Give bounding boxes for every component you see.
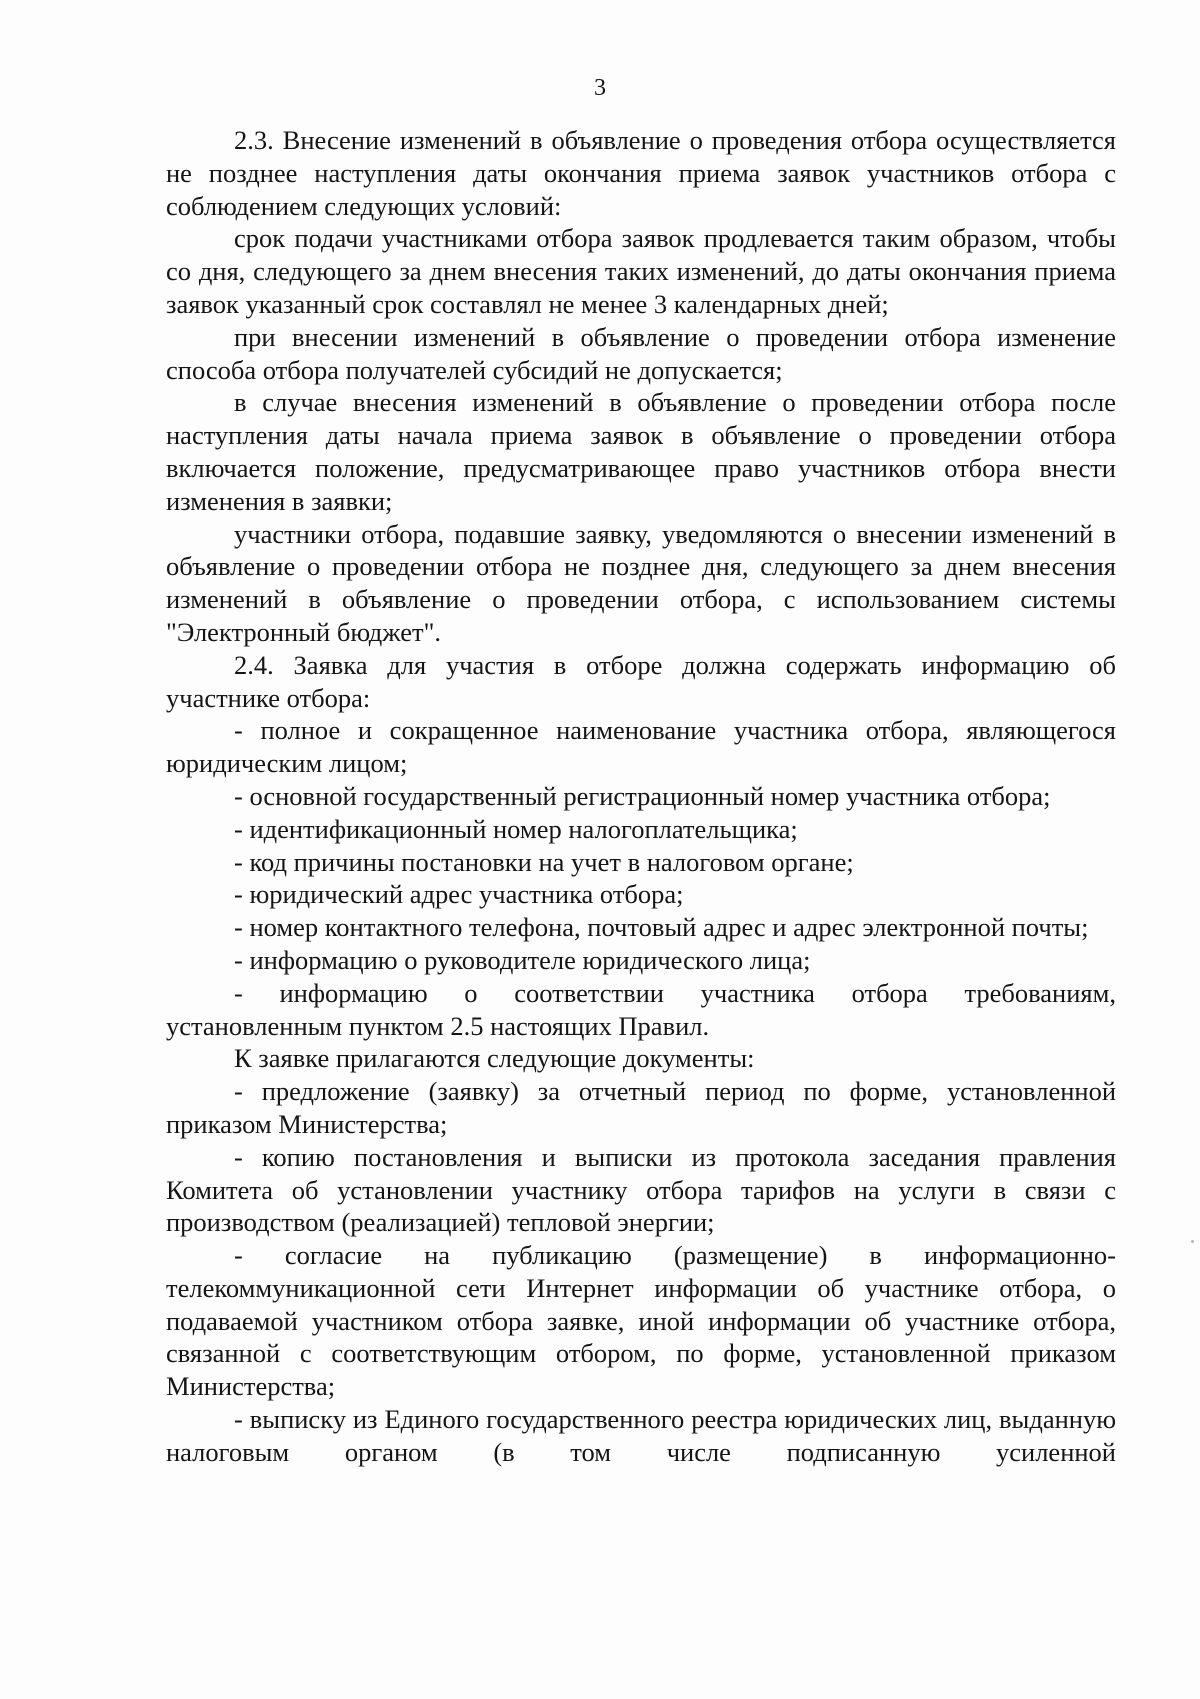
list-item-kpp: - код причины постановки на учет в налоговом органе;: [234, 846, 854, 877]
condition-selection-method: при внесении изменений в объявление о проведении отбора изменение способа отбора получателей субсидий не допускается;: [166, 321, 1116, 385]
paragraph-2-4: 2.4. Заявка для участия в отборе должна содержать информацию об участнике отбора:: [166, 649, 1116, 713]
condition-participants-notified: участники отбора, подавшие заявку, уведомляются о внесении изменений в объявление о проведении отбора не позднее дня, следующего за днем внесения изменений в объявление о проведении отбора, с использованием системы "Электронный бюджет".: [166, 518, 1116, 647]
list-item-full-name: - полное и сокращенное наименование участника отбора, являющегося юридическим лицом;: [166, 715, 1116, 779]
paragraph-2-3: 2.3. Внесение изменений в объявление о проведения отбора осуществляется не позднее наступления даты окончания приема заявок участников отбора с соблюдением следующих условий:: [166, 125, 1116, 221]
list-item-legal-address: - юридический адрес участника отбора;: [234, 879, 684, 910]
list-item-ogrn: - основной государственный регистрационный номер участника отбора;: [234, 780, 1051, 811]
list-item-contacts: - номер контактного телефона, почтовый адрес и адрес электронной почты;: [234, 912, 1089, 943]
attachments-intro: К заявке прилагаются следующие документы:: [234, 1043, 755, 1074]
page-number: 3: [594, 75, 606, 101]
attachment-publication-consent: - согласие на публикацию (размещение) в информационно-телекоммуникационной сети Интернет информации об участнике отбора, о подаваемой участником отбора заявке, иной информации об участнике отбора, связанной с соответствующим отбором, по форме, установленной приказом Министерства;: [166, 1240, 1116, 1402]
attachment-proposal: - предложение (заявку) за отчетный период по форме, установленной приказом Министерства;: [166, 1076, 1116, 1139]
list-item-head-info: - информацию о руководителе юридического лица;: [234, 944, 811, 975]
condition-deadline-extension: срок подачи участниками отбора заявок продлевается таким образом, чтобы со дня, следующего за днем внесения таких изменений, до даты окончания приема заявок указанный срок составлял не менее 3 календарных дней;: [166, 223, 1116, 319]
document-body: [166, 124, 1116, 1469]
condition-changes-after-start: в случае внесения изменений в объявление о проведении отбора после наступления даты начала приема заявок в объявление о проведении отбора включается положение, предусматривающее право участников отбора внести изменения в заявки;: [166, 387, 1116, 516]
scan-speck: [1191, 1240, 1194, 1243]
attachment-resolution-copy: - копию постановления и выписки из протокола заседания правления Комитета об установлении участнику отбора тарифов на услуги в связи с производством (реализацией) тепловой энергии;: [166, 1141, 1116, 1238]
list-item-inn: - идентификационный номер налогоплательщика;: [234, 813, 798, 844]
attachment-egrul-extract: - выписку из Единого государственного реестра юридических лиц, выданную налоговым органом (в том числе подписанную усиленной: [166, 1404, 1116, 1467]
list-item-compliance: - информацию о соответствии участника отбора требованиям, установленным пунктом 2.5 настоящих Правил.: [166, 977, 1116, 1041]
